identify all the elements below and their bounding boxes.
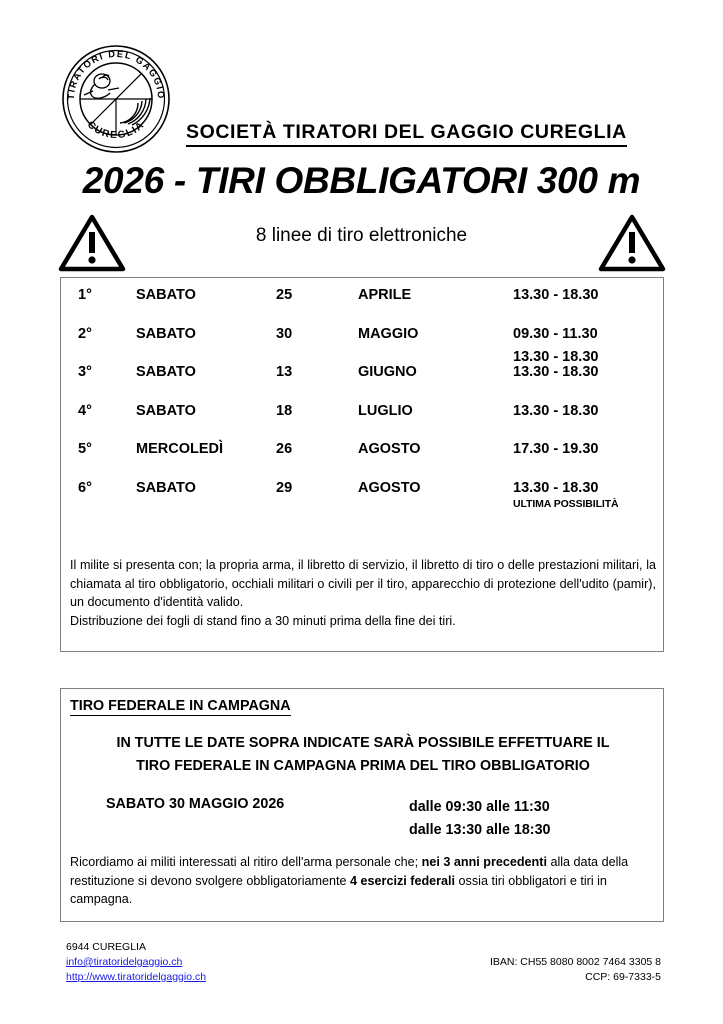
time-slot: 17.30 - 19.30: [513, 441, 599, 457]
cell-month: APRILE: [358, 287, 412, 303]
footer-address: 6944 CUREGLIA: [66, 941, 146, 953]
cell-ordinal: 5°: [78, 441, 92, 457]
cell-ordinal: 4°: [78, 402, 92, 419]
cell-times: [513, 442, 665, 481]
club-emblem-icon: [62, 45, 170, 153]
cell-times: [513, 288, 665, 327]
federal-announcement-line-2: TIRO FEDERALE IN CAMPAGNA PRIMA DEL TIRO OBBLIGATORIO: [136, 757, 590, 774]
table-row: [61, 327, 665, 366]
footer-website-link[interactable]: http://www.tiratoridelgaggio.ch: [66, 970, 207, 983]
cell-month: MAGGIO: [358, 325, 419, 342]
time-slot: 13.30 - 18.30: [513, 287, 599, 303]
cell-ordinal: 6°: [78, 479, 92, 496]
cell-day: SABATO: [136, 287, 196, 303]
time-slot: 13.30 - 18.30: [513, 364, 599, 380]
page-subtitle: 8 linee di tiro elettroniche: [255, 225, 468, 246]
federal-announcement-line-1: IN TUTTE LE DATE SOPRA INDICATE SARÀ POSSIBILE EFFETTUARE IL: [116, 735, 610, 751]
time-slot: 13.30 - 18.30: [513, 349, 599, 365]
requirements-note: [70, 556, 656, 631]
distribution-note: Distribuzione dei fogli di stand fino a 30 minuti prima della fine dei tiri.: [70, 613, 456, 628]
federal-announcement: [61, 732, 665, 777]
time-slot: 13.30 - 18.30: [513, 479, 599, 496]
cell-month: AGOSTO: [358, 441, 421, 457]
cell-ordinal: 3°: [78, 364, 92, 380]
cell-date: 25: [276, 287, 293, 303]
footer-contact: [66, 940, 206, 985]
cell-ordinal: 1°: [78, 287, 92, 303]
reminder-text-3: ossia tiri obbligatori e tiri in campagna.: [70, 873, 607, 907]
cell-date: 13: [276, 364, 293, 380]
federal-heading: TIRO FEDERALE IN CAMPAGNA: [70, 698, 291, 714]
table-row: [61, 365, 665, 404]
time-slot: 09.30 - 11.30: [513, 325, 598, 342]
time-slot: 13.30 - 18.30: [513, 402, 599, 419]
page-title: 2026 - TIRI OBBLIGATORI 300 m: [82, 160, 641, 201]
cell-date: 30: [276, 325, 293, 342]
requirements-paragraph: Il milite si presenta con; la propria arma, il libretto di servizio, il libretto di tiro o delle prestazioni militari, la chiamata al tiro obbligatorio, occhiali militari o civili per il tiro, apparecchio di protezione dell'udito (pamir), un documento d'identità valido.: [70, 558, 656, 610]
reminder-text-1: Ricordiamo ai militi interessati al ritiro dell'arma personale che;: [70, 855, 422, 869]
schedule-table: [61, 288, 665, 519]
table-row: [61, 288, 665, 327]
footer-iban: IBAN: CH55 8080 8002 7464 3305 8: [489, 956, 661, 968]
federal-date: SABATO 30 MAGGIO 2026: [106, 796, 285, 812]
cell-times: [513, 365, 665, 404]
federal-hours: [409, 796, 550, 842]
table-row: [61, 404, 665, 443]
federal-shooting-box: [60, 688, 664, 922]
cell-day: SABATO: [136, 325, 196, 342]
svg-text:CUREGLIA: CUREGLIA: [84, 119, 148, 142]
federal-reminder-note: [70, 853, 656, 909]
cell-day: SABATO: [136, 402, 196, 419]
cell-day: SABATO: [136, 364, 196, 380]
cell-times: [513, 481, 665, 520]
organization-title: SOCIETÀ TIRATORI DEL GAGGIO CUREGLIA: [186, 122, 627, 147]
cell-ordinal: 2°: [78, 325, 92, 342]
cell-day: SABATO: [136, 479, 196, 496]
table-row: [61, 442, 665, 481]
federal-hours-line-1: dalle 09:30 alle 11:30: [409, 799, 550, 815]
cell-times: [513, 404, 665, 443]
svg-text:TIRATORI DEL GAGGIO: TIRATORI DEL GAGGIO: [65, 48, 167, 101]
cell-date: 29: [276, 479, 293, 496]
cell-date: 18: [276, 402, 293, 419]
last-chance-note: ULTIMA POSSIBILITÀ: [513, 498, 619, 510]
cell-times: [513, 327, 665, 366]
footer-ccp: CCP: 69-7333-5: [585, 970, 661, 983]
cell-month: LUGLIO: [358, 402, 413, 419]
footer-email-link[interactable]: info@tiratoridelgaggio.ch: [66, 955, 183, 968]
reminder-bold-1: nei 3 anni precedenti: [421, 855, 547, 869]
cell-day: MERCOLEDÌ: [136, 441, 223, 457]
cell-month: GIUGNO: [358, 364, 417, 380]
table-row: [61, 481, 665, 520]
footer-banking: [490, 955, 661, 985]
reminder-text-2: alla data della restituzione si devono svolgere obbligatoriamente: [70, 855, 629, 888]
schedule-box: [60, 277, 664, 652]
reminder-bold-2: 4 esercizi federali: [350, 873, 456, 888]
cell-date: 26: [276, 441, 293, 457]
federal-hours-line-2: dalle 13:30 alle 18:30: [409, 822, 551, 839]
cell-month: AGOSTO: [358, 479, 421, 496]
document-header: [0, 38, 723, 158]
